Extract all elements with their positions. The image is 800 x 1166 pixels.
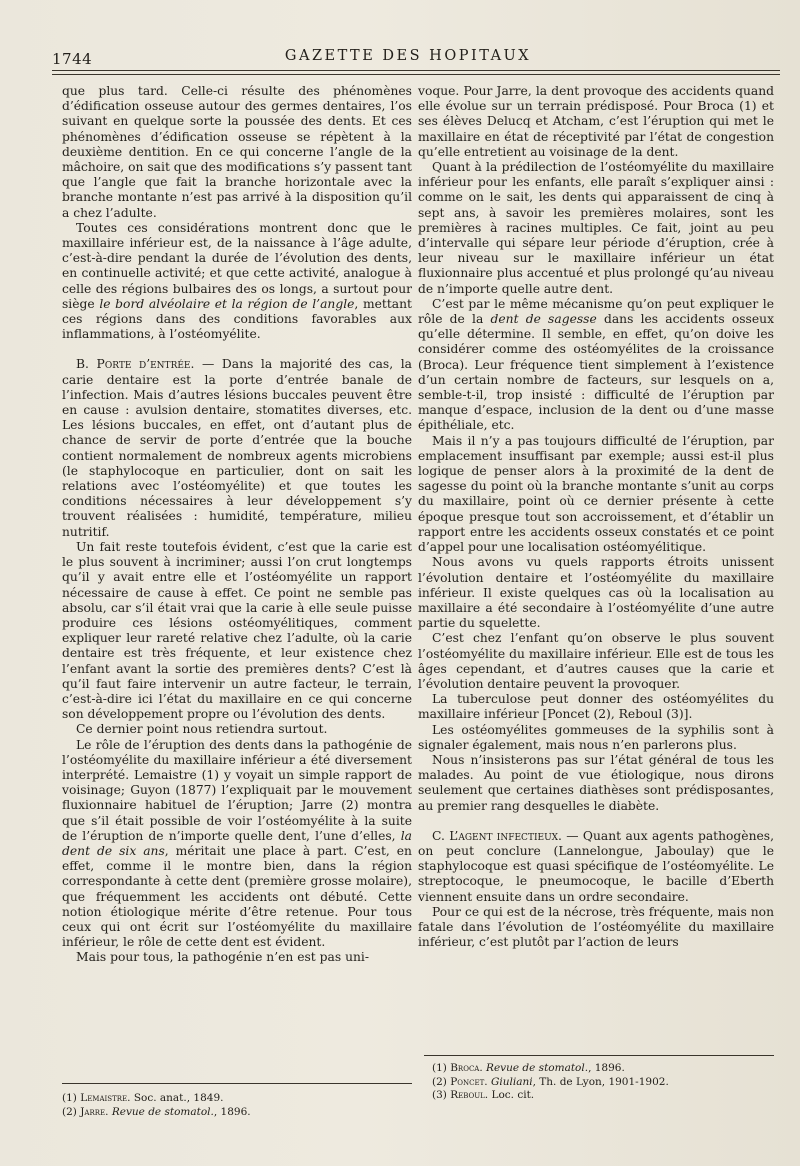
paragraph: La tuberculose peut donner des ostéomyélites du maxillaire inférieur [Poncet (2), Reboul (3)].	[418, 692, 774, 722]
footnote-rule	[424, 1055, 774, 1056]
paragraph: Un fait reste toutefois évident, c’est que la carie est le plus souvent à incriminer; aussi l’on crut longtemps qu’il y avait entre elle et l’ostéomyélite un rapport nécessaire de cause à effet. Ce point ne semble pas absolu, car s’il était vrai que la carie à elle seule puisse produire ces lésions ostéomyélitiques, comment expliquer leur rareté relative chez l’adulte, où la carie dentaire est très fréquente, et leur existence chez l’enfant avant la sortie des premières dents? C’est là qu’il faut faire intervenir un autre facteur, le terrain, c’est-à-dire ici l’état du maxillaire en ce qui concerne son développement propre ou l’évolution des dents.	[62, 539, 412, 722]
paragraph: Mais pour tous, la pathogénie n’en est pas uni-	[76, 950, 369, 965]
right-footnotes	[432, 1062, 772, 1103]
paragraph: Nous avons vu quels rapports étroits unissent l’évolution dentaire et l’ostéomyélite du maxillaire inférieur. Il existe quelques cas où la localisation au maxillaire a été secondaire à l’ostéomyélite d’une autre partie du squelette.	[418, 555, 774, 631]
paragraph: Quant à la prédilection de l’ostéomyélite du maxillaire inférieur pour les enfants, elle paraît s’expliquer ainsi : comme on le sait, les dents qui apparaissent de cinq à sept ans, à savoir les premières molaires, sont les premières à racines multiples. Ce fait, joint au peu d’intervalle qui sépare leur période d’éruption, crée à leur niveau sur le maxillaire inférieur un état fluxionnaire plus accentué et plus prolongé qu’au niveau de n’importe quelle autre dent.	[418, 160, 774, 296]
paragraph: Le rôle de l’éruption des dents dans la pathogénie de l’ostéomyélite du maxillaire inférieur a été diversement interprété. Lemaistre (1) y voyait un simple rapport de voisinage; Guyon (1877) l’expliquait par le mouvement fluxionnaire habituel de l’éruption; Jarre (2) montra que s’il était possible de voir l’ostéomyélite à la suite de l’éruption de n’importe quelle dent, l’une d’elles, la dent de six ans, méritait une place à part. C’est, en effet, comme il le montre bien, dans la région correspondante à cette dent (première grosse molaire), que fréquemment les accidents ont débuté. Cette notion étiologique mérite d’être retenue. Pour tous ceux qui ont écrit sur l’ostéomyélite du maxillaire inférieur, le rôle de cette dent est évident.	[62, 737, 412, 950]
paragraph: Pour ce qui est de la nécrose, très fréquente, mais non fatale dans l’évolution de l’ostéomyélite du maxillaire inférieur, c’est plutôt par l’action de leurs	[418, 904, 774, 950]
paragraph: que plus tard. Celle-ci résulte des phénomènes d’édification osseuse autour des germes dentaires, l’os suivant en quelque sorte la poussée des dents. Et ces phénomènes d’édification osseuse se répètent à la deuxième dentition. En ce qui concerne l’angle de la mâchoire, on sait que des modifications s’y passent tant que l’angle que fait la branche horizontale avec la branche montante n’est pas arrivé à la disposition qu’il a chez l’adulte.	[62, 84, 412, 220]
paragraph: C’est chez l’enfant qu’on observe le plus souvent l’ostéomyélite du maxillaire inférieur. Elle est de tous les âges cependant, et d’autres causes que la carie et l’évolution dentaire peuvent la provoquer.	[418, 631, 774, 691]
paragraph: Nous n’insisterons pas sur l’état général de tous les malades. Au point de vue étiologique, nous dirons seulement que certaines diathèses sont prédisposantes, au premier rang desquelles le diabète.	[418, 752, 774, 813]
section-paragraph-porte-entree: B. Porte d’entrée. — Dans la majorité des cas, la carie dentaire est la porte d’entrée banale de l’infection. Mais d’autres lésions buccales peuvent être en cause : avulsion dentaire, stomatites diverses, etc. Les lésions buccales, en effet, ont d’autant plus de chance de servir de porte d’entrée que la bouche contient normalement de nombreux agents microbiens (le staphylocoque en particulier, dont on sait les relations avec l’ostéomyélite) et que toutes les conditions nécessaires à leur développement s’y trouvent réalisées : humidité, température, milieu nutritif.	[62, 357, 412, 539]
footnote: (3) Reboul. Loc. cit.	[432, 1089, 535, 1101]
journal-title: GAZETTE DES HOPITAUX	[284, 48, 532, 64]
footnote: (1) Broca. Revue de stomatol., 1896.	[432, 1062, 625, 1074]
right-column	[418, 84, 774, 950]
left-footnotes	[62, 1092, 412, 1119]
paragraph: Mais il n’y a pas toujours difficulté de l’éruption, par emplacement insuffisant par exemple; aussi est-il plus logique de penser alors à la proximité de la dent de sagesse du point où la branche montante s’unit au corps du maxillaire, point où ce dernier présente à cette époque presque tout son accroissement, et d’établir un rapport entre les accidents osseux constatés et ce point d’appel pour une localisation ostéomyélitique.	[418, 433, 774, 555]
left-column	[62, 84, 412, 966]
footnote-rule	[62, 1083, 412, 1084]
header-rule	[52, 70, 780, 71]
page-number: 1744	[52, 50, 93, 68]
footnote: (1) Lemaistre. Soc. anat., 1849.	[62, 1092, 224, 1104]
paragraph: C’est par le même mécanisme qu’on peut expliquer le rôle de la dent de sagesse dans les accidents osseux qu’elle détermine. Il semble, en effet, qu’on doive les considérer comme des ostéomyélites de la croissance (Broca). Leur fréquence tient simplement à l’existence d’un certain nombre de facteurs, sur lesquels on a, semble-t-il, trop insisté : difficulté de l’éruption par manque d’espace, inclusion de la dent ou d’une masse épithéliale, etc.	[418, 296, 775, 433]
section-heading: C. L’agent infectieux.	[432, 828, 562, 843]
section-heading: B. Porte d’entrée.	[76, 357, 195, 372]
paragraph: Les ostéomyélites gommeuses de la syphilis sont à signaler également, mais nous n’en parlerons plus.	[418, 722, 774, 752]
footnote: (2) Poncet. Giuliani, Th. de Lyon, 1901-1902.	[432, 1075, 669, 1088]
footnote: (2) Jarre. Revue de stomatol., 1896.	[62, 1105, 251, 1118]
paragraph: voque. Pour Jarre, la dent provoque des accidents quand elle évolue sur un terrain prédisposé. Pour Broca (1) et ses élèves Delucq et Atcham, c’est l’éruption qui met le maxillaire en état de réceptivité par l’état de congestion qu’elle entretient au voisinage de la dent.	[418, 84, 774, 159]
paragraph: Toutes ces considérations montrent donc que le maxillaire inférieur est, de la naissance à l’âge adulte, c’est-à-dire pendant la durée de l’évolution des dents, en continuelle activité; et que cette activité, analogue à celle des régions bulbaires des os longs, a surtout pour siège le bord alvéolaire et la région de l’angle, mettant ces régions dans des conditions favorables aux inflammations, à l’ostéomyélite.	[62, 220, 412, 342]
section-paragraph-agent-infectieux: C. L’agent infectieux. — Quant aux agents pathogènes, on peut conclure (Lannelongue, Jaboulay) que le staphylocoque est quasi spécifique de l’ostéomyélite. Le streptocoque, le pneumocoque, le bacille d’Eberth viennent ensuite dans un ordre secondaire.	[418, 828, 774, 904]
header-rule-thin	[52, 74, 780, 75]
paragraph: Ce dernier point nous retiendra surtout.	[76, 722, 328, 737]
